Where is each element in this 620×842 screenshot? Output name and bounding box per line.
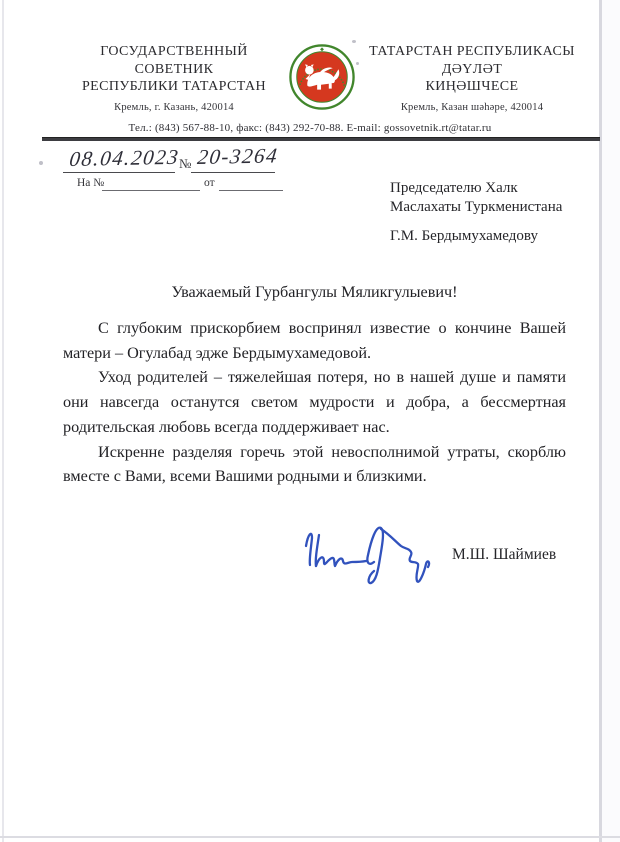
org-name-tt-line2: ДӘҮЛӘТ [441, 61, 503, 77]
recipient-title-line2: Маслахаты Туркменистана [390, 198, 563, 215]
salutation: Уважаемый Гурбангулы Мяликгулыевич! [171, 283, 458, 301]
signer-name: М.Ш. Шаймиев [452, 546, 557, 563]
tatarstan-emblem-icon [288, 43, 356, 111]
ot-blank-line [219, 190, 283, 191]
number-underline [191, 172, 275, 173]
na-no-blank-line [102, 190, 200, 191]
page-edge-bottom [0, 836, 620, 838]
org-name-ru-line1: ГОСУДАРСТВЕННЫЙ [100, 44, 248, 59]
recipient-title-line1: Председателю Халк [390, 180, 518, 196]
recipient-block [390, 179, 590, 246]
letterhead-right-block [352, 43, 592, 116]
page-edge-right-margin [602, 0, 620, 842]
org-name-tt-line3: КИҢӘШЧЕСЕ [425, 79, 519, 94]
handwritten-date: 08.04.2023 [68, 144, 181, 172]
paragraph-2: Уход родителей – тяжелейшая потеря, но в нашей душе и памяти они навсегда останутся светом мудрости и добра, а бессмертная родительская любовь всегда поддерживает нас. [63, 368, 566, 436]
handwritten-outgoing-number: 20-3264 [196, 143, 280, 170]
org-name-ru-line3: РЕСПУБЛИКИ ТАТАРСТАН [81, 79, 266, 94]
page-edge-left [2, 0, 4, 842]
na-no-label: На № [77, 177, 105, 189]
recipient-name: Г.М. Бердымухамедову [390, 228, 538, 244]
contact-line: Тел.: (843) 567-88-10, факс: (843) 292-70-88. E-mail: gossovetnik.rt@tatar.ru [128, 122, 492, 134]
org-address-tt: Кремль, Казан шәһәре, 420014 [400, 101, 544, 113]
org-name-tt-line1: ТАТАРСТАН РЕСПУБЛИКАСЫ [369, 44, 575, 59]
paragraph-3: Искренне разделяя горечь этой невосполнимой утраты, скорблю вместе с Вами, всеми Вашими родными и близкими. [63, 442, 566, 486]
letter-body [63, 316, 566, 489]
date-underline [63, 172, 175, 173]
paragraph-1: С глубоким прискорбием воспринял известие о кончине Вашей матери – Огулабад эдже Бердымухамедовой. [63, 319, 566, 362]
page-edge-right [599, 0, 602, 842]
org-name-ru-line2: СОВЕТНИК [134, 61, 214, 77]
org-address-ru: Кремль, г. Казань, 420014 [114, 101, 234, 113]
number-sign: № [179, 156, 192, 171]
signature-scribble-icon [296, 518, 436, 593]
letterhead-left-block [40, 43, 308, 116]
ot-label: от [204, 177, 215, 189]
letterhead-divider-rule [42, 137, 600, 141]
ink-speck [39, 161, 43, 165]
